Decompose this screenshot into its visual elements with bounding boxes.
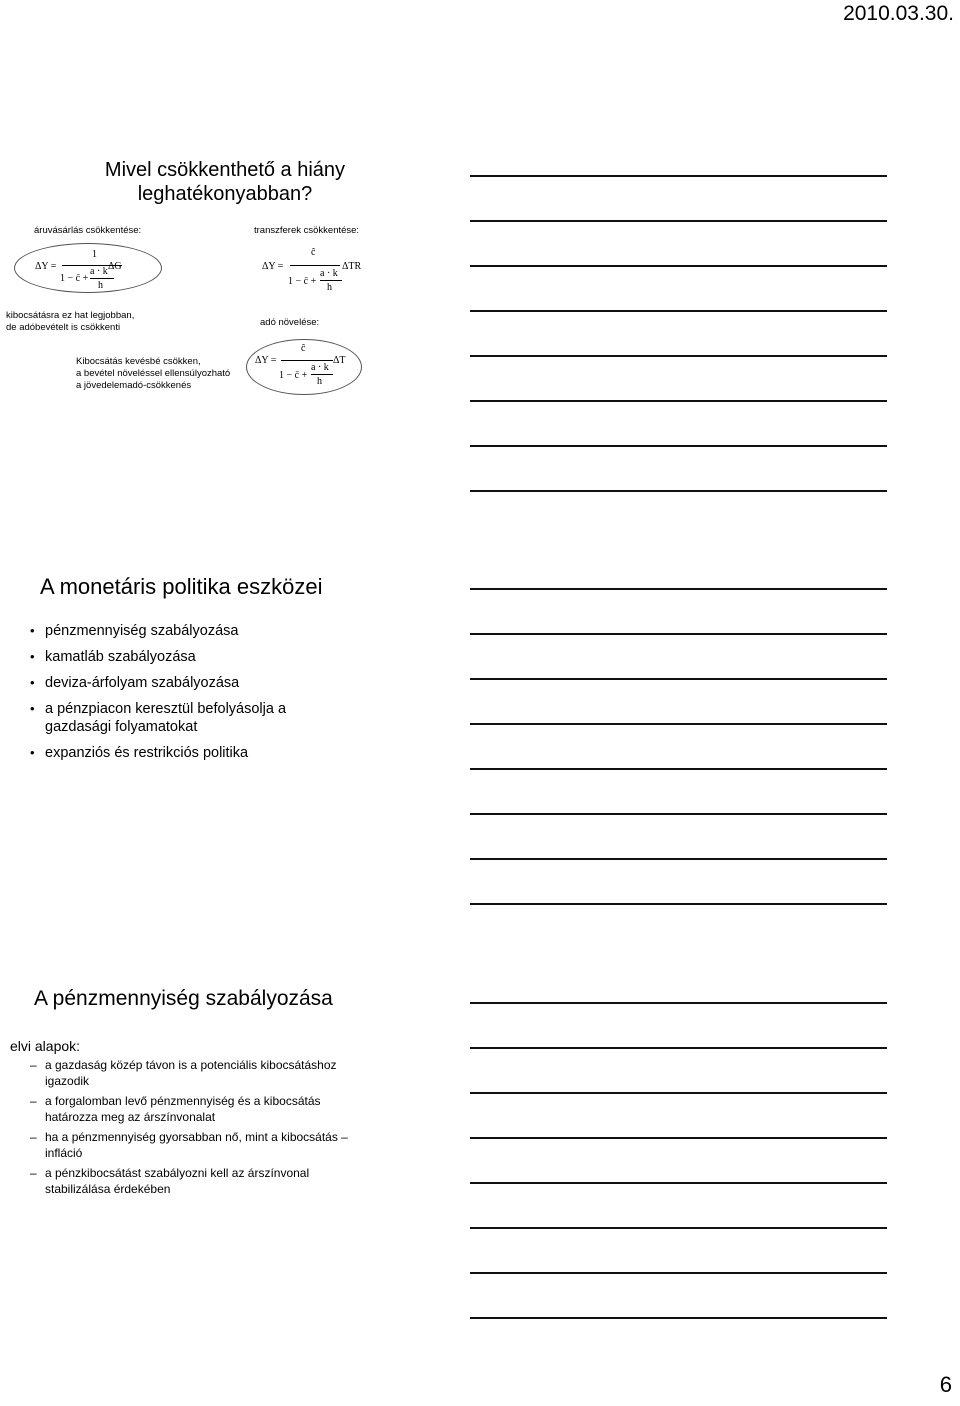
list-item: – a pénzkibocsátást szabályozni kell az árszínvonal stabilizálása érdekében xyxy=(30,1166,360,1197)
formula-t xyxy=(255,343,355,391)
note-line xyxy=(470,1137,887,1139)
note-line xyxy=(470,1092,887,1094)
formula-tr-rhs: ΔTR xyxy=(342,261,362,272)
note2-line3: a jövedelemadó-csökkenés xyxy=(76,380,192,391)
note-line xyxy=(470,175,887,177)
note1-line2: de adóbevételt is csökkenti xyxy=(6,322,121,333)
formula-tr-den-num: a · k xyxy=(320,268,338,279)
formula-g-rhs: ΔG xyxy=(108,261,122,272)
slide3-intro: elvi alapok: xyxy=(10,1038,81,1054)
date-header: 2010.03.30. xyxy=(843,2,954,25)
note-line xyxy=(470,588,887,590)
note1 xyxy=(6,310,206,334)
note-line xyxy=(470,1047,887,1049)
formula-t-numerator: ĉ xyxy=(301,343,306,354)
note-line xyxy=(470,265,887,267)
list-item: • pénzmennyiség szabályozása xyxy=(30,622,330,640)
note-line xyxy=(470,1317,887,1319)
list-item: • kamatláb szabályozása xyxy=(30,648,330,666)
slide3-sub-list xyxy=(30,1058,360,1202)
list-item: – a gazdaság közép távon is a potenciális kibocsátáshoz igazodik xyxy=(30,1058,360,1089)
list-item: – ha a pénzmennyiség gyorsabban nő, mint a kibocsátás – infláció xyxy=(30,1130,360,1161)
formula-tr-lhs: ΔY = xyxy=(262,261,284,272)
note-line xyxy=(470,1182,887,1184)
formula-g-numerator: 1 xyxy=(92,249,97,260)
formula-g-lhs: ΔY = xyxy=(35,261,57,272)
note2-line1: Kibocsátás kevésbé csökken, xyxy=(76,356,201,367)
formula-t-den-left: 1 − c̄ + xyxy=(279,370,308,381)
note-line xyxy=(470,310,887,312)
goods-label: áruvásárlás csökkentése: xyxy=(34,225,142,236)
formula-g-den-num: a · k xyxy=(90,266,108,277)
page-number: 6 xyxy=(939,1372,952,1397)
note-line xyxy=(470,355,887,357)
list-item: – a forgalomban levő pénzmennyiség és a kibocsátás határozza meg az árszínvonalat xyxy=(30,1094,360,1125)
note-line xyxy=(470,1002,887,1004)
formula-tr-den-left: 1 − c̄ + xyxy=(288,276,317,287)
formula-t-den-den: h xyxy=(317,376,322,387)
note-line xyxy=(470,768,887,770)
note-line xyxy=(470,633,887,635)
note-line xyxy=(470,220,887,222)
formula-t-rhs: ΔT xyxy=(333,355,346,366)
note-line xyxy=(470,1227,887,1229)
note-line xyxy=(470,678,887,680)
slide1-title xyxy=(40,158,410,206)
note1-line1: kibocsátásra ez hat legjobban, xyxy=(6,310,135,321)
note-line xyxy=(470,490,887,492)
formula-g-den-den: h xyxy=(98,280,103,291)
formula-g xyxy=(20,246,160,292)
formula-t-den-num: a · k xyxy=(311,362,329,373)
slide1-title-line1: Mivel csökkenthető a hiány xyxy=(104,159,346,181)
note-line xyxy=(470,903,887,905)
slide3-title: A pénzmennyiség szabályozása xyxy=(34,987,333,1010)
transfer-label: transzferek csökkentése: xyxy=(254,225,360,236)
note-line xyxy=(470,1272,887,1274)
note-line xyxy=(470,858,887,860)
note2-line2: a bevétel növeléssel ellensúlyozható xyxy=(76,368,231,379)
formula-tr xyxy=(262,246,382,294)
formula-t-lhs: ΔY = xyxy=(255,355,277,366)
note-line xyxy=(470,400,887,402)
slide2-bullet-list xyxy=(30,622,330,770)
list-item: • a pénzpiacon keresztül befolyásolja a gazdasági folyamatokat xyxy=(30,700,330,736)
note2 xyxy=(76,356,256,392)
list-item: • deviza-árfolyam szabályozása xyxy=(30,674,330,692)
tax-label: adó növelése: xyxy=(260,317,320,328)
formula-g-den-left: 1 − c̄ + xyxy=(60,273,89,284)
note-line xyxy=(470,813,887,815)
slide2-title: A monetáris politika eszközei xyxy=(40,574,323,599)
formula-tr-numerator: ĉ xyxy=(311,247,316,258)
note-line xyxy=(470,723,887,725)
note-line xyxy=(470,445,887,447)
list-item: • expanziós és restrikciós politika xyxy=(30,744,330,762)
formula-tr-den-den: h xyxy=(327,282,332,293)
slide1-title-line2: leghatékonyabban? xyxy=(137,183,313,205)
